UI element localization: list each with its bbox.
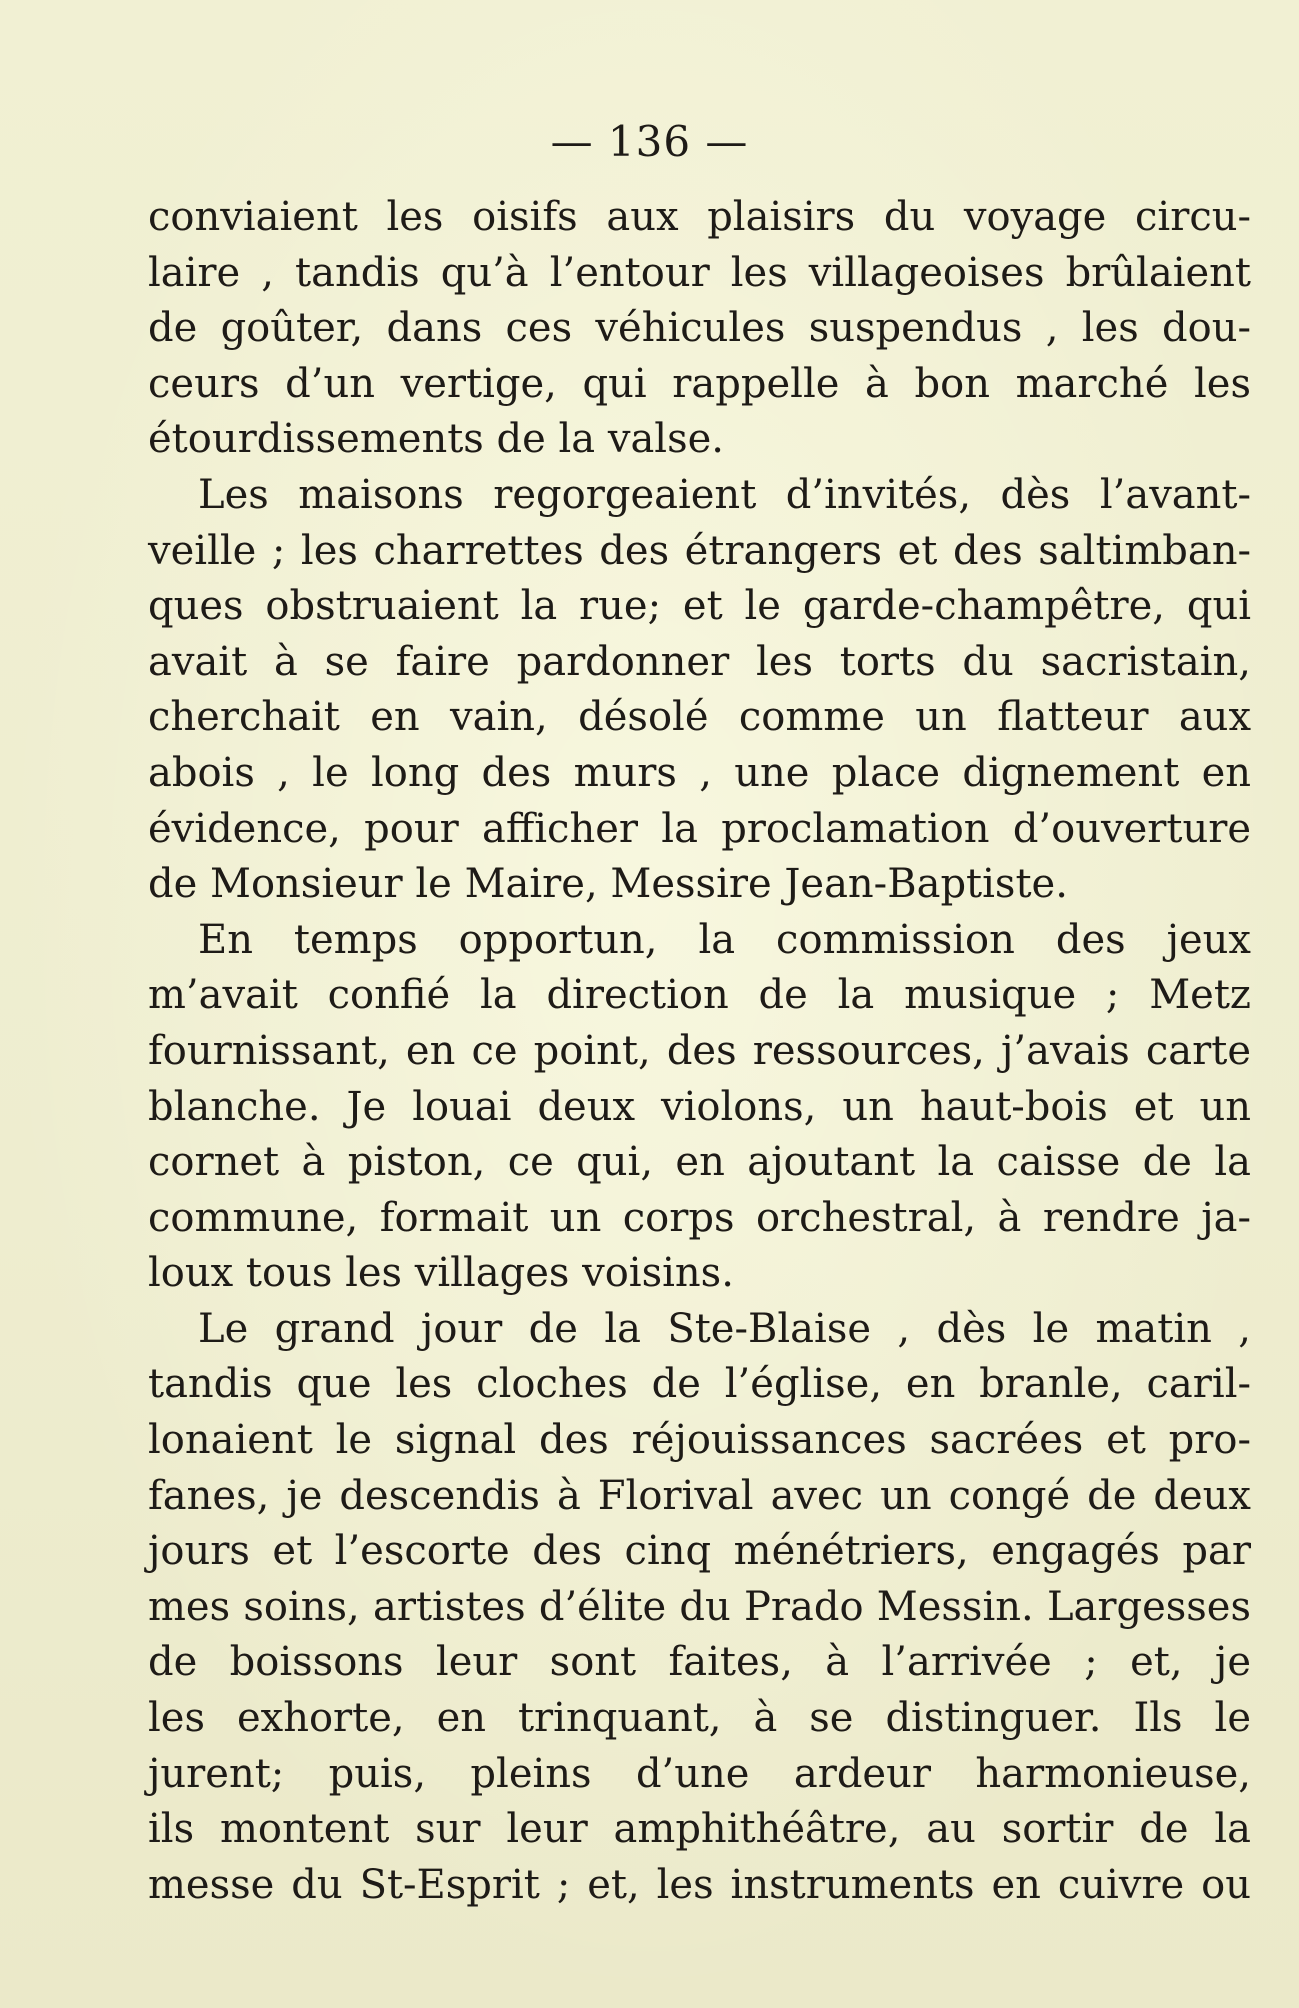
text-line: fanes, je descendis à Florival avec un congé de deux [148,1472,1251,1519]
text-line: cornet à piston, ce qui, en ajoutant la caisse de la [148,1139,1251,1186]
text-line: étourdissements de la valse. [148,416,725,463]
text-line: Les maisons regorgeaient d’invités, dès l’avant- [198,471,1251,518]
text-line: les exhorte, en trinquant, à se distinguer. Ils le [148,1695,1251,1742]
paragraph [148,190,1251,468]
text-line: abois , le long des murs , une place dignement en [148,749,1251,796]
text-line: veille ; les charrettes des étrangers et des saltimban- [148,527,1251,574]
text-line: lonaient le signal des réjouissances sacrées et pro- [148,1417,1251,1464]
paragraph [148,468,1251,913]
text-line: jurent; puis, pleins d’une ardeur harmonieuse, [148,1750,1251,1797]
text-line: ceurs d’un vertige, qui rappelle à bon marché les [148,360,1251,407]
text-body [148,190,1251,1913]
text-line: avait à se faire pardonner les torts du sacristain, [148,638,1251,685]
text-line: En temps opportun, la commission des jeux [198,916,1251,963]
paragraph [148,913,1251,1302]
text-line: de Monsieur le Maire, Messire Jean-Baptiste. [148,861,1068,908]
text-line: de goûter, dans ces véhicules suspendus , les dou- [148,305,1251,352]
text-line: de boissons leur sont faites, à l’arrivée ; et, je [148,1639,1251,1686]
text-line: tandis que les cloches de l’église, en branle, caril- [148,1361,1251,1408]
text-line: messe du St-Esprit ; et, les instruments en cuivre ou [148,1861,1251,1908]
text-line: laire , tandis qu’à l’entour les villageoises brûlaient [148,249,1251,296]
text-line: conviaient les oisifs aux plaisirs du voyage circu- [148,194,1251,240]
text-line: ques obstruaient la rue; et le garde-champêtre, qui [148,583,1251,630]
text-line: fournissant, en ce point, des ressources, j’avais carte [148,1027,1251,1074]
text-line: commune, formait un corps orchestral, à rendre ja- [148,1194,1251,1241]
text-line: cherchait en vain, désolé comme un flatteur aux [148,694,1251,741]
paragraph [148,1302,1251,1914]
text-line: jours et l’escorte des cinq ménétriers, engagés par [148,1528,1251,1575]
text-line: évidence, pour afficher la proclamation d’ouverture [148,805,1251,852]
text-line: Le grand jour de la Ste-Blaise , dès le matin , [198,1305,1251,1352]
text-line: mes soins, artistes d’élite du Prado Messin. Largesses [148,1583,1251,1630]
text-line: m’avait confié la direction de la musique ; Metz [148,972,1251,1019]
page-number: — 136 — [550,117,749,166]
text-line: loux tous les villages voisins. [148,1250,734,1297]
text-line: blanche. Je louai deux violons, un haut-bois et un [148,1083,1251,1130]
text-line: ils montent sur leur amphithéâtre, au sortir de la [148,1806,1251,1853]
